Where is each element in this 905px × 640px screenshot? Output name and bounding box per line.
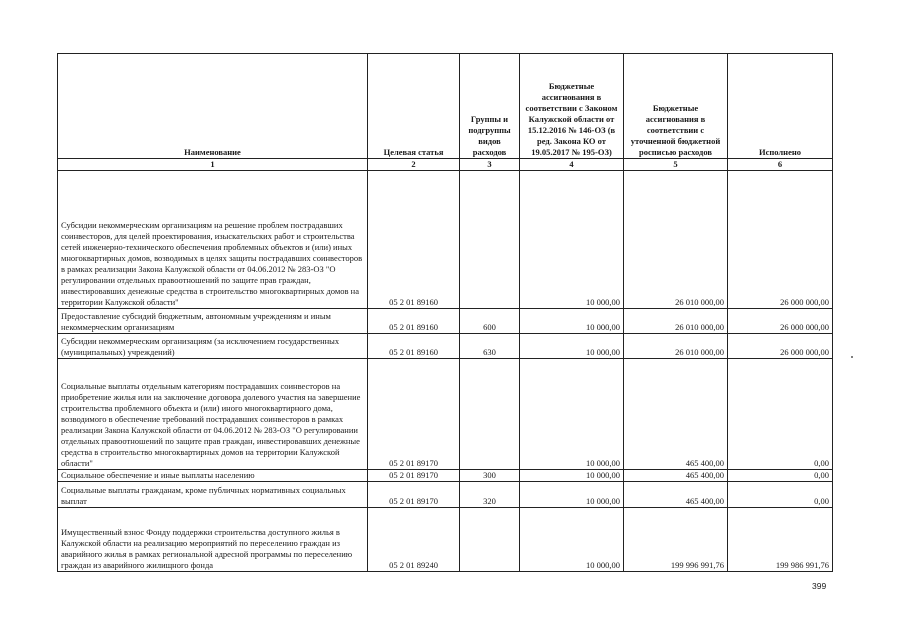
header-name: Наименование	[58, 54, 368, 159]
header-row	[58, 54, 833, 159]
table-row	[58, 470, 833, 482]
header-executed: Исполнено	[728, 54, 833, 159]
row-group: 600	[460, 309, 520, 334]
row-refined: 465 400,00	[624, 482, 728, 508]
row-name: Имущественный взнос Фонду поддержки строительства доступного жилья в Калужской области на реализацию мероприятий по переселению граждан из аварийного жилья в рамках региональной адресной программы по переселению граждан из аварийного жилищного фонда	[58, 508, 368, 572]
row-group: 320	[460, 482, 520, 508]
row-executed: 26 000 000,00	[728, 171, 833, 309]
row-group	[460, 359, 520, 470]
table-row	[58, 171, 833, 309]
row-executed: 0,00	[728, 482, 833, 508]
row-executed: 26 000 000,00	[728, 309, 833, 334]
row-name: Социальные выплаты гражданам, кроме публичных нормативных социальных выплат	[58, 482, 368, 508]
row-law: 10 000,00	[520, 309, 624, 334]
budget-table	[57, 53, 833, 572]
row-name: Субсидии некоммерческим организациям (за исключением государственных (муниципальных) учреждений)	[58, 334, 368, 359]
row-name: Социальные выплаты отдельным категориям пострадавших соинвесторов на приобретение жилья или на заключение договора долевого участия на завершение строительства проблемного объекта и (или) иного многоквартирного дома, возводимого в обеспечение требований пострадавших соинвесторов в рамках реализации Закона Калужской области от 04.06.2012 № 283-ОЗ "О регулировании отдельных правоотношений по защите прав граждан, инвестировавших денежные средства в строительство многоквартирных домов на территории Калужской области"	[58, 359, 368, 470]
page-number: 399	[812, 581, 827, 591]
row-law: 10 000,00	[520, 470, 624, 482]
table-row	[58, 508, 833, 572]
row-refined: 26 010 000,00	[624, 334, 728, 359]
table-row	[58, 359, 833, 470]
header-assign-law: Бюджетные ассигнования в соответствии с Законом Калужской области от 15.12.2016 № 146-ОЗ (в ред. Закона КО от 19.05.2017 № 195-ОЗ)	[520, 54, 624, 159]
scan-speck	[851, 356, 853, 358]
row-code: 05 2 01 89160	[368, 334, 460, 359]
row-name: Предоставление субсидий бюджетным, автономным учреждениям и иным некоммерческим организациям	[58, 309, 368, 334]
column-number-row	[58, 159, 833, 171]
row-refined: 199 996 991,76	[624, 508, 728, 572]
row-executed: 199 986 991,76	[728, 508, 833, 572]
row-group	[460, 171, 520, 309]
table-row	[58, 309, 833, 334]
table-row	[58, 334, 833, 359]
table-row	[58, 482, 833, 508]
row-law: 10 000,00	[520, 482, 624, 508]
row-code: 05 2 01 89160	[368, 309, 460, 334]
row-executed: 0,00	[728, 470, 833, 482]
row-code: 05 2 01 89170	[368, 470, 460, 482]
row-name: Субсидии некоммерческим организациям на решение проблем пострадавших соинвесторов, для целей проектирования, изыскательских работ и строительства сетей инженерно-технического обеспечения проблемных объектов и (или) иных многоквартирных домов, возводимых в целях защиты пострадавших соинвесторов в рамках реализации Закона Калужской области от 04.06.2012 № 283-ОЗ "О регулировании отдельных правоотношений по защите прав граждан, инвестировавших денежные средства в строительство многоквартирных домов на территории Калужской области"	[58, 171, 368, 309]
header-groups: Группы и подгруппы видов расходов	[460, 54, 520, 159]
row-code: 05 2 01 89160	[368, 171, 460, 309]
col-number: 5	[624, 159, 728, 171]
row-code: 05 2 01 89240	[368, 508, 460, 572]
col-number: 3	[460, 159, 520, 171]
col-number: 1	[58, 159, 368, 171]
row-law: 10 000,00	[520, 171, 624, 309]
col-number: 6	[728, 159, 833, 171]
row-code: 05 2 01 89170	[368, 482, 460, 508]
row-law: 10 000,00	[520, 508, 624, 572]
col-number: 4	[520, 159, 624, 171]
row-executed: 0,00	[728, 359, 833, 470]
col-number: 2	[368, 159, 460, 171]
row-code: 05 2 01 89170	[368, 359, 460, 470]
row-refined: 465 400,00	[624, 470, 728, 482]
row-name: Социальное обеспечение и иные выплаты населению	[58, 470, 368, 482]
row-group: 300	[460, 470, 520, 482]
row-refined: 26 010 000,00	[624, 309, 728, 334]
row-executed: 26 000 000,00	[728, 334, 833, 359]
row-group	[460, 508, 520, 572]
row-refined: 465 400,00	[624, 359, 728, 470]
row-law: 10 000,00	[520, 334, 624, 359]
row-law: 10 000,00	[520, 359, 624, 470]
header-target: Целевая статья	[368, 54, 460, 159]
row-refined: 26 010 000,00	[624, 171, 728, 309]
row-group: 630	[460, 334, 520, 359]
header-assign-refined: Бюджетные ассигнования в соответствии с уточненной бюджетной росписью расходов	[624, 54, 728, 159]
